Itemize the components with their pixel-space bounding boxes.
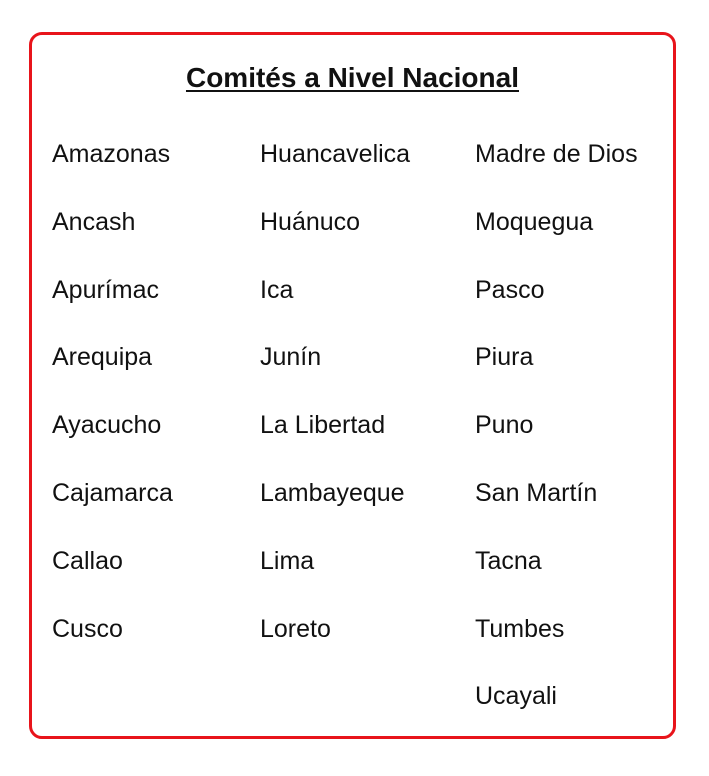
region-column-3 [475, 139, 638, 749]
region-item: Cajamarca [52, 478, 173, 507]
region-item: Ucayali [475, 682, 557, 711]
region-item: San Martín [475, 478, 598, 507]
region-item: Lambayeque [260, 478, 405, 507]
region-column-2 [260, 139, 410, 681]
region-item: Ica [260, 275, 294, 304]
region-item: Piura [475, 343, 534, 372]
region-item: Amazonas [52, 140, 171, 168]
region-column-1 [52, 139, 173, 681]
panel-title [32, 61, 673, 95]
region-item: Puno [475, 411, 534, 440]
region-item: Huánuco [260, 207, 361, 236]
committees-panel [29, 32, 676, 739]
panel-title-text: Comités a Nivel Nacional [185, 62, 519, 93]
region-item: La Libertad [260, 411, 386, 440]
region-item: Junín [260, 343, 322, 372]
region-item: Ayacucho [52, 411, 162, 440]
region-item: Tumbes [475, 614, 565, 643]
region-item: Moquegua [475, 207, 594, 236]
region-item: Cusco [52, 614, 123, 643]
region-item: Loreto [260, 614, 331, 643]
region-item: Pasco [475, 275, 545, 304]
region-item: Arequipa [52, 343, 153, 372]
region-item: Madre de Dios [475, 140, 638, 168]
region-item: Apurímac [52, 275, 159, 304]
region-item: Ancash [52, 207, 136, 236]
region-item: Lima [260, 546, 315, 575]
region-item: Tacna [475, 546, 542, 575]
region-item: Huancavelica [260, 140, 411, 168]
region-item: Callao [52, 546, 123, 575]
